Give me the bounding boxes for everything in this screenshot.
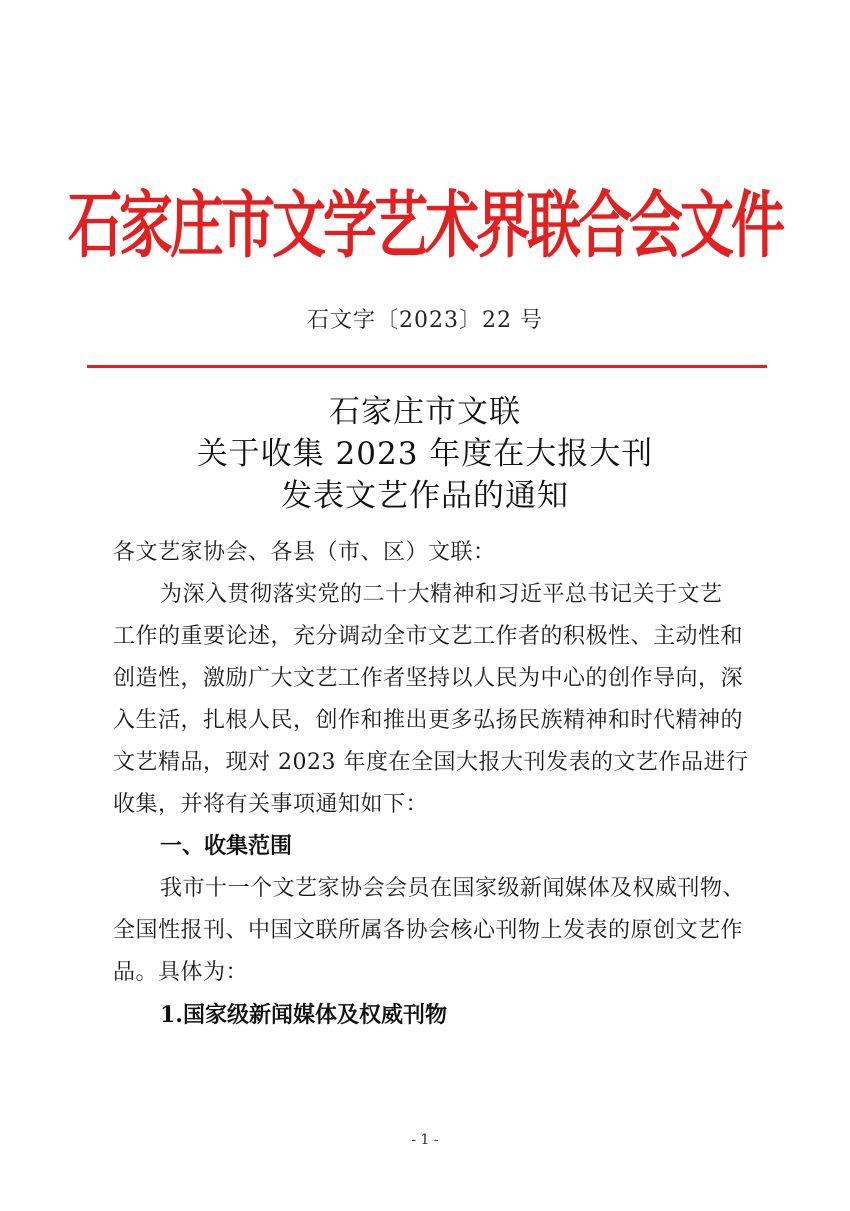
paragraph-1-line-6: 收集，并将有关事项通知如下： [113,792,429,817]
paragraph-1-line-2: 工作的重要论述，充分调动全市文艺工作者的积极性、主动性和 [113,624,744,649]
page-number: - 1 - [411,1132,439,1148]
paragraph-2-line-3: 品。具体为： [113,960,249,985]
document-number: 石文字〔2023〕22 号 [307,308,543,333]
red-divider-line [87,365,767,368]
subsection-1-heading: 1.国家级新闻媒体及权威刊物 [160,1002,447,1028]
paragraph-2-line-2: 全国性报刊、中国文联所属各协会核心刊物上发表的原创文艺作 [113,918,744,943]
paragraph-1-line-4: 入生活，扎根人民，创作和推出更多弘扬民族精神和时代精神的 [113,708,744,733]
paragraph-2-line-1: 我市十一个文艺家协会会员在国家级新闻媒体及权威刊物、 [160,876,746,901]
salutation: 各文艺家协会、各县（市、区）文联： [113,540,496,565]
paragraph-1-line-5: 文艺精品，现对 2023 年度在全国大报大刊发表的文艺作品进行 [113,750,749,775]
paragraph-1-line-3: 创造性，激励广大文艺工作者坚持以人民为中心的创作导向，深 [113,666,744,691]
section-1-heading: 一、收集范围 [160,834,293,859]
notice-title-line-1: 石家庄市文联 [329,394,521,430]
notice-title-line-2: 关于收集 2023 年度在大报大刊 [196,436,654,472]
notice-title-line-3: 发表文艺作品的通知 [281,478,569,514]
document-header-title: 石家庄市文学艺术界联合会文件 [68,181,782,268]
paragraph-1-line-1: 为深入贯彻落实党的二十大精神和习近平总书记关于文艺 [160,582,723,607]
